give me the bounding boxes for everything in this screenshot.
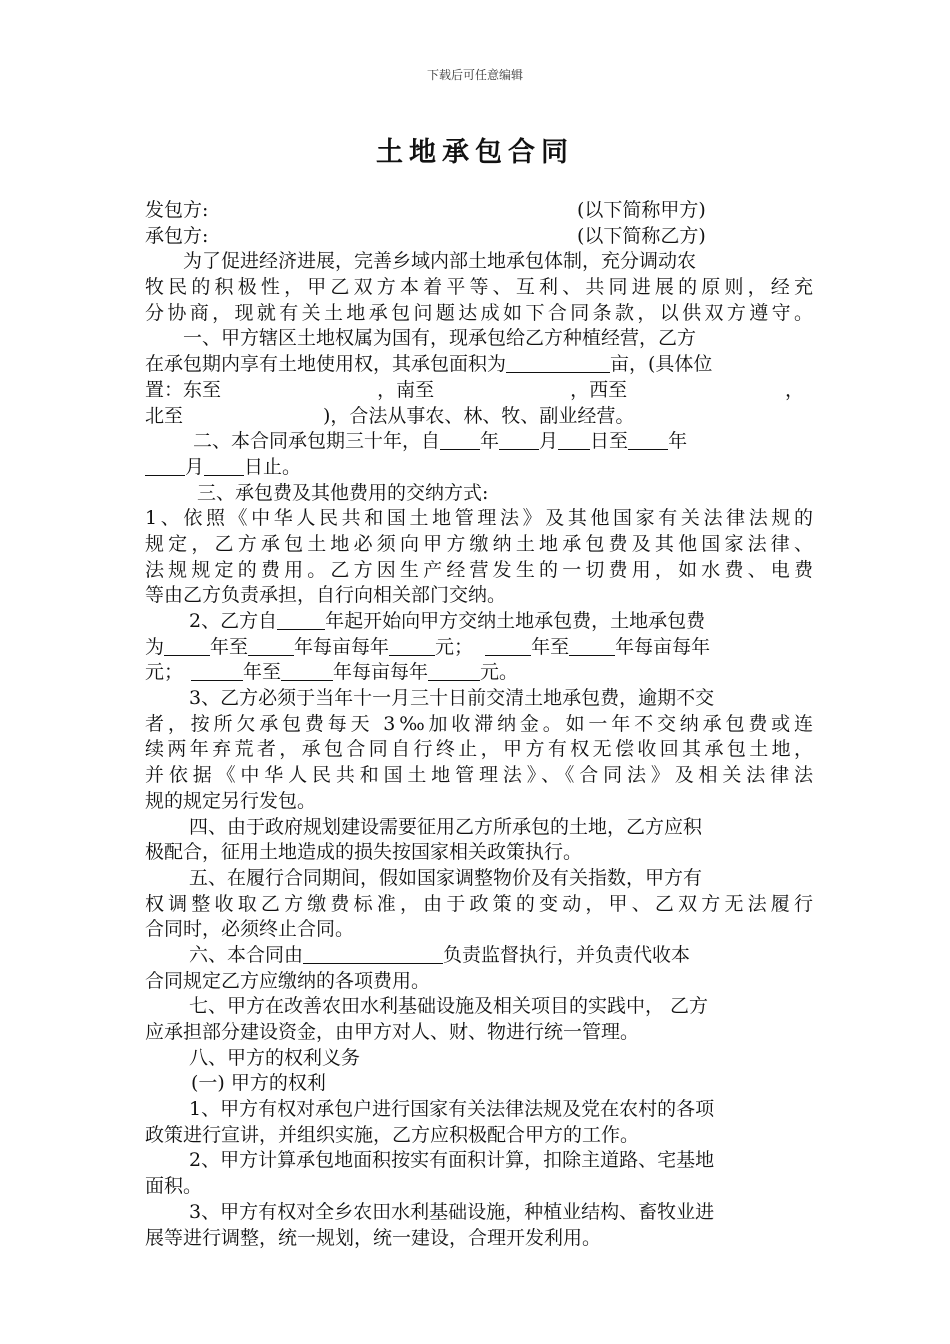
- clause8-subheading: (一) 甲方的权利: [191, 1072, 326, 1095]
- end-year-blank[interactable]: [628, 430, 668, 450]
- clause6-text: 六、本合同由: [189, 943, 304, 966]
- area-blank[interactable]: [506, 353, 610, 373]
- contract-body: [145, 198, 813, 1251]
- clause3-p2-line: [145, 635, 813, 661]
- clause1-text: 在承包期内享有土地使用权，其承包面积为: [145, 353, 507, 376]
- clause2-text: 月: [539, 430, 559, 453]
- clause7-line: 七、甲方在改善农田水利基础设施及相关项目的实践中， 乙方: [189, 995, 709, 1018]
- clause1-text: ，南至: [377, 378, 435, 401]
- clause8-item-line: 面积。: [145, 1175, 203, 1198]
- clause3-p1-line: 法规规定的费用。乙方因生产经营发生的一切费用，如水费、电费: [145, 558, 813, 581]
- end-year-continued-blank[interactable]: [145, 456, 185, 476]
- clause3-p3-line: 续两年弃荒者，承包合同自行终止，甲方有权无偿收回其承包土地，: [145, 738, 813, 761]
- clause3-text: 年至: [243, 661, 282, 684]
- preamble-line: 为了促进经济进展，完善乡域内部土地承包体制，充分调动农: [183, 250, 697, 273]
- clause6-text: 负责监督执行，并负责代收本: [443, 943, 691, 966]
- clause3-text: 元；: [145, 661, 184, 684]
- period1-from-blank[interactable]: [164, 636, 210, 656]
- clause2-text: 日止。: [244, 455, 302, 478]
- clause1-text: 置：东至: [145, 378, 222, 401]
- clause3-p1-line: 规定，乙方承包土地必须向甲方缴纳土地承包费及其他国家法律、: [145, 532, 813, 555]
- clause3-p2-line: [145, 660, 813, 686]
- fee-start-year-blank[interactable]: [277, 610, 325, 630]
- period2-from-blank[interactable]: [485, 636, 531, 656]
- document-title: 土地承包合同: [376, 137, 574, 168]
- clause1-line: 一、甲方辖区土地权属为国有，现承包给乙方种植经营，乙方: [183, 327, 697, 350]
- clause8-item-line: 展等进行调整，统一规划，统一建设，合理开发利用。: [145, 1226, 602, 1249]
- clause3-p2-line: [145, 609, 813, 635]
- clause8-heading: 八、甲方的权利义务: [189, 1046, 361, 1069]
- clause3-p3-line: 并依据《中华人民共和国土地管理法》、《合同法》及相关法律法: [145, 764, 813, 787]
- clause2-text: 二、本合同承包期三十年，自: [193, 430, 441, 453]
- clause2-line: [145, 455, 813, 481]
- party-b-note: (以下简称乙方): [577, 224, 706, 247]
- clause6-line: [145, 943, 813, 969]
- clause4-line: 四、由于政府规划建设需要征用乙方所承包的土地，乙方应积: [189, 815, 703, 838]
- party-b-label: 承包方:: [145, 224, 209, 247]
- clause3-text: 年每亩每年: [294, 635, 390, 658]
- clause6-line: 合同规定乙方应缴纳的各项费用。: [145, 969, 431, 992]
- clause1-text: ，: [785, 378, 805, 401]
- clause1-line: [145, 378, 813, 404]
- party-a-line: [145, 198, 813, 224]
- party-b-line: [145, 224, 813, 250]
- preamble-line: 分协商，现就有关土地承包问题达成如下合同条款，以供双方遵守。: [145, 301, 813, 324]
- start-year-blank[interactable]: [440, 430, 480, 450]
- period2-to-blank[interactable]: [569, 636, 615, 656]
- clause3-p3-line: 者，按所欠承包费每天 3‰加收滞纳金。如一年不交纳承包费或连: [145, 712, 813, 735]
- clause2-text: 日至: [590, 430, 629, 453]
- period3-from-blank[interactable]: [281, 661, 333, 681]
- party-a-label: 发包方:: [145, 199, 209, 221]
- period1-fee-blank[interactable]: [389, 636, 435, 656]
- clause8-item-line: 政策进行宣讲，并组织实施，乙方应积极配合甲方的工作。: [145, 1123, 640, 1146]
- clause3-text: 年每亩每年: [615, 635, 711, 658]
- clause5-line: 五、在履行合同期间，假如国家调整物价及有关指数，甲方有: [189, 866, 703, 889]
- clause3-p3-line: 规的规定另行发包。: [145, 789, 317, 812]
- clause8-item-line: 2、甲方计算承包地面积按实有面积计算，扣除主道路、宅基地: [189, 1149, 715, 1172]
- clause3-text: 2、乙方自: [189, 610, 278, 632]
- clause1-text: 北至: [145, 404, 184, 427]
- clause4-line: 极配合，征用土地造成的损失按国家相关政策执行。: [145, 841, 583, 864]
- clause3-p1-line: 1、依照《中华人民共和国土地管理法》及其他国家有关法律法规的: [145, 507, 813, 530]
- clause5-line: 权调整收取乙方缴费标准，由于政策的变动，甲、乙双方无法履行: [145, 892, 813, 915]
- clause1-text: ，西至: [570, 378, 628, 401]
- period2-fee-blank[interactable]: [191, 661, 243, 681]
- clause3-text: 年至: [531, 635, 570, 658]
- start-month-blank[interactable]: [499, 430, 539, 450]
- clause3-text: 年至: [210, 635, 249, 658]
- clause3-text: 年每亩每年: [333, 661, 429, 684]
- clause2-text: 月: [185, 455, 205, 478]
- clause1-line: [145, 404, 813, 430]
- page-header-note: 下载后可任意编辑: [426, 68, 523, 82]
- clause3-text: 元；: [435, 635, 474, 658]
- clause8-item-line: 3、甲方有权对全乡农田水利基础设施，种植业结构、畜牧业进: [189, 1200, 715, 1223]
- clause8-item-line: 1、甲方有权对承包户进行国家有关法律法规及党在农村的各项: [189, 1098, 715, 1121]
- clause2-line: [145, 429, 813, 455]
- clause7-line: 应承担部分建设资金，由甲方对人、财、物进行统一管理。: [145, 1021, 640, 1043]
- clause2-text: 年: [480, 430, 500, 453]
- preamble-line: 牧民的积极性，甲乙双方本着平等、互利、共同进展的原则，经充: [145, 276, 813, 299]
- period1-to-blank[interactable]: [248, 636, 294, 656]
- supervisor-blank[interactable]: [303, 944, 443, 964]
- clause3-text: 年起开始向甲方交纳土地承包费，土地承包费: [325, 610, 706, 632]
- clause3-heading: 三、承包费及其他费用的交纳方式:: [197, 481, 489, 504]
- clause1-line: [145, 352, 813, 378]
- clause2-text: 年: [668, 430, 688, 453]
- clause3-text: 为: [145, 635, 165, 658]
- clause1-text: 亩，(具体位: [610, 353, 713, 376]
- clause3-p1-line: 等由乙方负责承担，自行向相关部门交纳。: [145, 584, 507, 607]
- clause3-p3-line: 3、乙方必须于当年十一月三十日前交清土地承包费，逾期不交: [189, 687, 715, 710]
- period3-fee-blank[interactable]: [428, 661, 480, 681]
- clause5-line: 合同时，必须终止合同。: [145, 918, 355, 941]
- clause1-text: )，合法从事农、林、牧、副业经营。: [323, 404, 635, 427]
- party-a-note: (以下简称甲方): [577, 199, 706, 221]
- end-month-blank[interactable]: [204, 456, 244, 476]
- start-day-blank[interactable]: [558, 430, 590, 450]
- clause3-text: 元。: [480, 661, 519, 684]
